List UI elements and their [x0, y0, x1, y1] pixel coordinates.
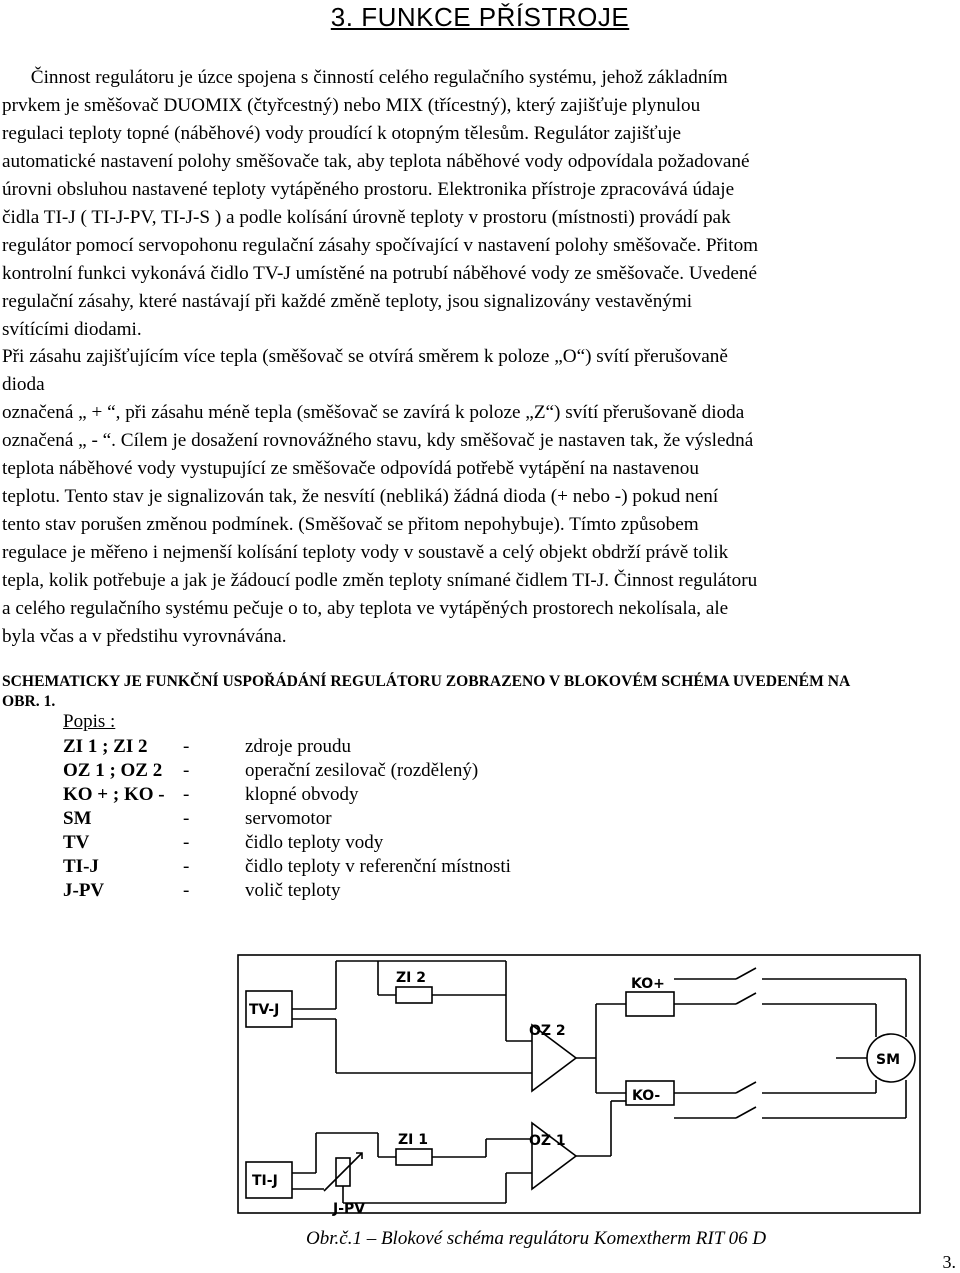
paragraph-line: byla včas a v předstihu vyrovnávána.: [2, 626, 287, 647]
block-diagram: [236, 953, 924, 1218]
legend-desc: klopné obvody: [245, 784, 359, 805]
paragraph-line: regulace je měřeno i nejmenší kolísání teploty vody v soustavě a celý objekt obdrží právě tolik: [2, 542, 729, 563]
legend-dash: -: [183, 808, 190, 829]
paragraph-line: úrovni obsluhou nastavené teploty vytápěného prostoru. Elektronika přístroje zpracovává údaje: [2, 179, 735, 200]
legend-desc: čidlo teploty v referenční místnosti: [245, 856, 511, 877]
label-ko-plus: KO+: [631, 976, 665, 992]
paragraph-line: Při zásahu zajišťujícím více tepla (směšovač se otvírá směrem k poloze „O“) svítí přerušovaně: [2, 346, 728, 367]
schematic-note-line: OBR. 1.: [2, 693, 56, 710]
paragraph-diodes: [2, 343, 958, 651]
section-heading: [0, 2, 960, 33]
paragraph-line: prvkem je směšovač DUOMIX (čtyřcestný) nebo MIX (třícestný), který zajišťuje plynulou: [2, 95, 701, 116]
paragraph-line: tepla, kolik potřebuje a jak je žádoucí podle změn teploty snímané čidlem TI-J. Činnost regulátoru: [2, 570, 758, 591]
label-oz2: OZ 2: [529, 1023, 566, 1039]
paragraph-line: automatické nastavení polohy směšovače tak, aby teplota náběhové vody odpovídala požadované: [2, 151, 750, 172]
paragraph-line: tento stav porušen změnou podmínek. (Směšovač se přitom nepohybuje). Tímto způsobem: [2, 514, 699, 535]
zi1-block: [396, 1149, 432, 1165]
legend-dash: -: [183, 736, 190, 757]
paragraph-line: svítícími diodami.: [2, 319, 142, 340]
legend-abbr: OZ 1 ; OZ 2: [63, 760, 163, 781]
label-tvj: TV-J: [249, 1002, 280, 1018]
schematic-note: [2, 672, 958, 712]
legend-desc: zdroje proudu: [245, 736, 352, 757]
paragraph-line: dioda: [2, 374, 45, 395]
legend-title: Popis :: [63, 711, 116, 732]
legend-desc: čidlo teploty vody: [245, 832, 384, 853]
legend-abbr: ZI 1 ; ZI 2: [63, 736, 148, 757]
figure-caption: Obr.č.1 – Blokové schéma regulátoru Komextherm RIT 06 D: [306, 1228, 767, 1249]
legend-dash: -: [183, 880, 190, 901]
paragraph-line: označená „ + “, při zásahu méně tepla (směšovač se zavírá k poloze „Z“) svítí přerušovaně dioda: [2, 402, 745, 423]
ko-plus-block: [626, 992, 674, 1016]
paragraph-line: teplota náběhové vody vystupující ze směšovače odpovídá potřebě vytápění na nastavenou: [2, 458, 699, 479]
label-ko-minus: KO-: [632, 1088, 661, 1104]
paragraph-line: čidla TI-J ( TI-J-PV, TI-J-S ) a podle kolísání úrovně teploty v prostoru (místnosti) provádí pak: [2, 207, 731, 228]
legend-abbr: J-PV: [63, 880, 105, 901]
label-sm: SM: [876, 1052, 901, 1068]
legend-abbr: TI-J: [63, 856, 99, 877]
label-tij: TI-J: [252, 1173, 278, 1189]
label-zi1: ZI 1: [398, 1132, 428, 1148]
legend-dash: -: [183, 760, 190, 781]
paragraph-line: kontrolní funkci vykonává čidlo TV-J umístěné na potrubí náběhové vody ze směšovače. Uvedené: [2, 263, 758, 284]
legend-abbr: SM: [63, 808, 92, 829]
legend-desc: servomotor: [245, 808, 332, 829]
paragraph-line: označená „ - “. Cílem je dosažení rovnovážného stavu, kdy směšovač je nastaven tak, že výsledná: [2, 430, 754, 451]
label-zi2: ZI 2: [396, 970, 426, 986]
legend-dash: -: [183, 856, 190, 877]
section-heading-text: 3. FUNKCE PŘÍSTROJE: [330, 2, 630, 32]
legend-abbr: TV: [63, 832, 90, 853]
legend-abbr: KO + ; KO -: [63, 784, 165, 805]
paragraph-line: a celého regulačního systému pečuje o to, aby teplota ve vytápěných prostorech nekolísala, ale: [2, 598, 729, 619]
legend-desc: operační zesilovač (rozdělený): [245, 760, 479, 781]
legend-dash: -: [183, 784, 190, 805]
paragraph-line: regulaci teploty topné (náběhové) vody proudící k otopným tělesům. Regulátor zajišťuje: [2, 123, 682, 144]
legend-dash: -: [183, 832, 190, 853]
paragraph-line: regulátor pomocí servopohonu regulační zásahy spočívající v nastavení polohy směšovače. Přitom: [2, 235, 759, 256]
paragraph-line: Činnost regulátoru je úzce spojena s činností celého regulačního systému, jehož základním: [2, 67, 728, 88]
label-oz1: OZ 1: [529, 1133, 566, 1149]
paragraph-intro: [2, 64, 958, 344]
legend-desc: volič teploty: [245, 880, 341, 901]
label-jpv: J-PV: [333, 1201, 366, 1217]
zi2-block: [396, 987, 432, 1003]
page-number: 3.: [942, 1252, 956, 1272]
schematic-note-line: SCHEMATICKY JE FUNKČNÍ USPOŘÁDÁNÍ REGULÁTORU ZOBRAZENO V BLOKOVÉM SCHÉMA UVEDENÉM NA: [2, 673, 851, 690]
paragraph-line: teplotu. Tento stav je signalizován tak, že nesvítí (nebliká) žádná dioda (+ nebo -) pokud není: [2, 486, 719, 507]
paragraph-line: regulační zásahy, které nastávají při každé změně teploty, jsou signalizovány vestavěnými: [2, 291, 693, 312]
